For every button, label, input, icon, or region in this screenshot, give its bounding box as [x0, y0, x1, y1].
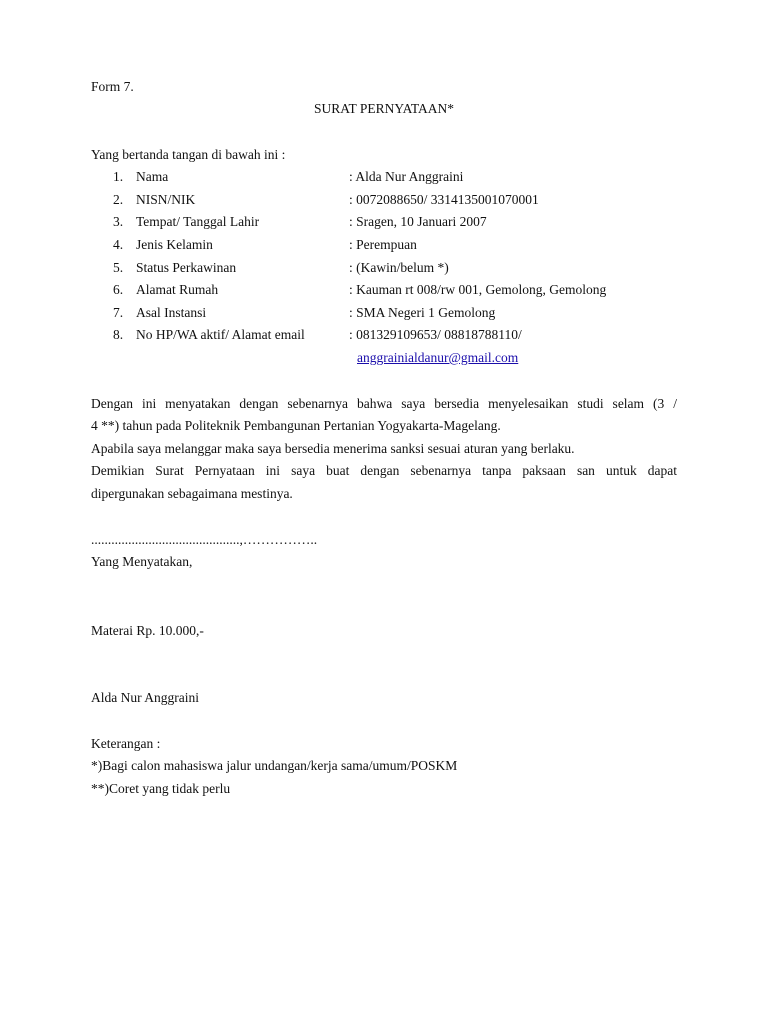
list-item	[91, 305, 691, 323]
list-item	[91, 327, 691, 345]
item-label: Alamat Rumah	[136, 282, 219, 297]
item-number: 2.	[113, 192, 124, 207]
form-label: Form 7.	[91, 79, 134, 94]
email-link[interactable]: anggrainialdanur@gmail.com	[357, 350, 519, 365]
item-value: : (Kawin/belum *)	[349, 260, 449, 275]
item-value: : 0072088650/ 3314135001070001	[349, 192, 539, 207]
intro-text: Yang bertanda tangan di bawah ini :	[91, 147, 286, 162]
statement-line: Dengan ini menyatakan dengan sebenarnya bahwa saya bersedia menyelesaikan studi selam (3 /	[91, 396, 677, 411]
list-item	[91, 237, 691, 255]
item-value: : Sragen, 10 Januari 2007	[349, 214, 487, 229]
note-item: **)Coret yang tidak perlu	[91, 781, 231, 796]
list-item	[91, 169, 691, 187]
list-item	[91, 282, 691, 300]
note-item: *)Bagi calon mahasiswa jalur undangan/kerja sama/umum/POSKM	[91, 758, 458, 773]
item-value: : Alda Nur Anggraini	[349, 169, 464, 184]
signer-name: Alda Nur Anggraini	[91, 690, 199, 705]
item-label: Nama	[136, 169, 169, 184]
notes-label: Keterangan :	[91, 736, 161, 751]
statement-line: 4 **) tahun pada Politeknik Pembangunan Pertanian Yogyakarta-Magelang.	[91, 418, 501, 433]
item-label: Tempat/ Tanggal Lahir	[136, 214, 260, 229]
item-label: Asal Instansi	[136, 305, 207, 320]
list-item	[91, 214, 691, 232]
statement-line: Apabila saya melanggar maka saya bersedia menerima sanksi sesuai aturan yang berlaku.	[91, 441, 575, 456]
item-value: : Kauman rt 008/rw 001, Gemolong, Gemolong	[349, 282, 607, 297]
stamp-text: Materai Rp. 10.000,-	[91, 623, 204, 638]
item-number: 5.	[113, 260, 124, 275]
item-number: 3.	[113, 214, 124, 229]
list-item	[91, 192, 691, 210]
item-label: NISN/NIK	[136, 192, 196, 207]
list-item	[91, 260, 691, 278]
statement-line: Demikian Surat Pernyataan ini saya buat dengan sebenarnya tanpa paksaan san untuk dapat	[91, 463, 677, 478]
item-value: : Perempuan	[349, 237, 417, 252]
item-value: : SMA Negeri 1 Gemolong	[349, 305, 496, 320]
item-label: No HP/WA aktif/ Alamat email	[136, 327, 305, 342]
place-date: ............................................,……………..	[91, 532, 318, 547]
statement-line: dipergunakan sebagaimana mestinya.	[91, 486, 293, 501]
item-number: 7.	[113, 305, 124, 320]
item-value: : 081329109653/ 08818788110/	[349, 327, 522, 342]
item-label: Jenis Kelamin	[136, 237, 213, 252]
item-number: 6.	[113, 282, 124, 297]
item-number: 4.	[113, 237, 124, 252]
item-label: Status Perkawinan	[136, 260, 237, 275]
item-number: 1.	[113, 169, 124, 184]
document-title: SURAT PERNYATAAN*	[313, 101, 455, 116]
signer-label: Yang Menyatakan,	[91, 554, 193, 569]
item-number: 8.	[113, 327, 124, 342]
